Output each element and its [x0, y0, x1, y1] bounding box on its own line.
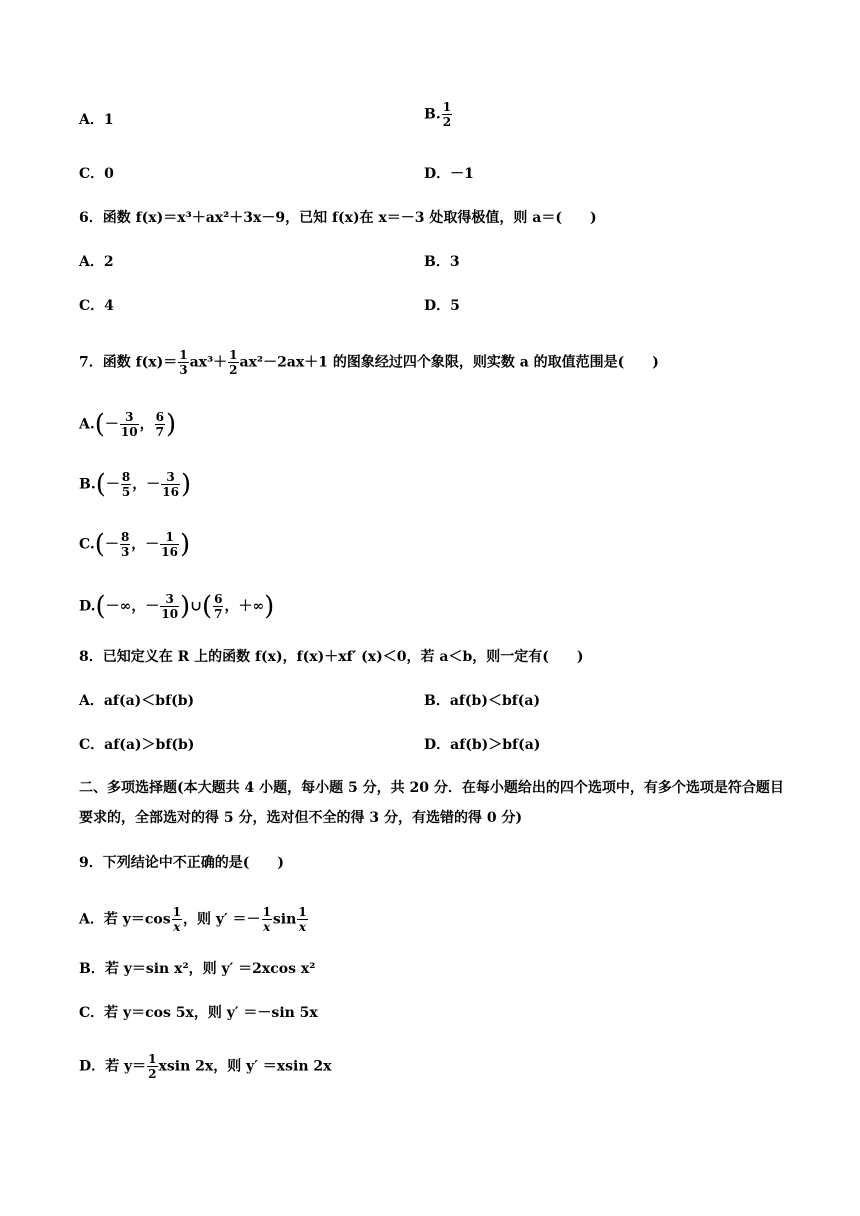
q5-option-a: A．1 [79, 112, 114, 128]
q6-option-d: D．5 [424, 298, 460, 314]
q9-option-c: C．若 y＝cos 5x，则 y′ ＝－sin 5x [79, 1005, 318, 1021]
q8-option-a: A．af(a)＜bf(b) [79, 693, 195, 709]
q7-option-d: D.(－∞，－ $\frac{3}{10}$ )∪( $\frac{6}{7}$ ，＋∞) [79, 591, 275, 622]
fraction: $\frac{1}{2}$ [229, 348, 238, 377]
q6-stem: 6．函数 f(x)＝x³＋ax²＋3x－9，已知 f(x)在 x＝－3 处取得极值，则 a＝( ) [79, 210, 597, 226]
q9-option-a: A．若 y＝cos $\frac{1}{x}$ ，则 y′ ＝－ $\frac{1}{x}$ sin $\frac{1}{x}$ [79, 905, 307, 934]
q7-option-c: C.(－ $\frac{8}{3}$ ，－ $\frac{1}{16}$ ) [79, 529, 191, 560]
q7-stem: 7．函数 f(x)＝ $\frac{1}{3}$ ax³＋ $\frac{1}{2}$ ax²－2ax＋1 的图象经过四个象限，则实数 a 的取值范围是( ) [79, 348, 659, 377]
q8-option-c: C．af(a)＞bf(b) [79, 737, 195, 753]
q8-stem: 8．已知定义在 R 上的函数 f(x)，f(x)＋xf′ (x)＜0，若 a＜b，则一定有( ) [79, 649, 584, 665]
q5-option-d: D．－1 [424, 166, 474, 182]
q7-option-b: B.(－ $\frac{8}{5}$ ，－ $\frac{3}{16}$ ) [79, 469, 192, 500]
q6-option-a: A．2 [79, 254, 114, 270]
q9-option-d: D．若 y＝ $\frac{1}{2}$ xsin 2x，则 y′ ＝xsin 2x [79, 1052, 332, 1081]
q7-option-a: A.(－ $\frac{3}{10}$ ， $\frac{6}{7}$ ) [79, 409, 177, 440]
section-heading: 二、多项选择题(本大题共 4 小题，每小题 5 分，共 20 分．在每小题给出的四个选项中，有多个选项是符合题目要求的，全部选对的得 5 分，选对但不全的得 3 分，有选错的得 0 分) [79, 780, 784, 826]
q8-option-d: D．af(b)＞bf(a) [424, 737, 541, 753]
fraction: $\frac{1}{3}$ [179, 348, 188, 377]
q6-option-c: C．4 [79, 298, 114, 314]
q5-option-b [424, 100, 453, 129]
q5-option-c: C．0 [79, 166, 114, 182]
q9-stem: 9．下列结论中不正确的是( ) [79, 855, 284, 871]
q6-option-b: B．3 [424, 254, 460, 270]
fraction: $\frac{1}{2}$ [442, 100, 452, 129]
q5-option-b-label: B. [424, 106, 441, 123]
q9-option-b: B．若 y＝sin x²，则 y′ ＝2xcos x² [79, 961, 316, 977]
q8-option-b: B．af(b)＜bf(a) [424, 693, 541, 709]
